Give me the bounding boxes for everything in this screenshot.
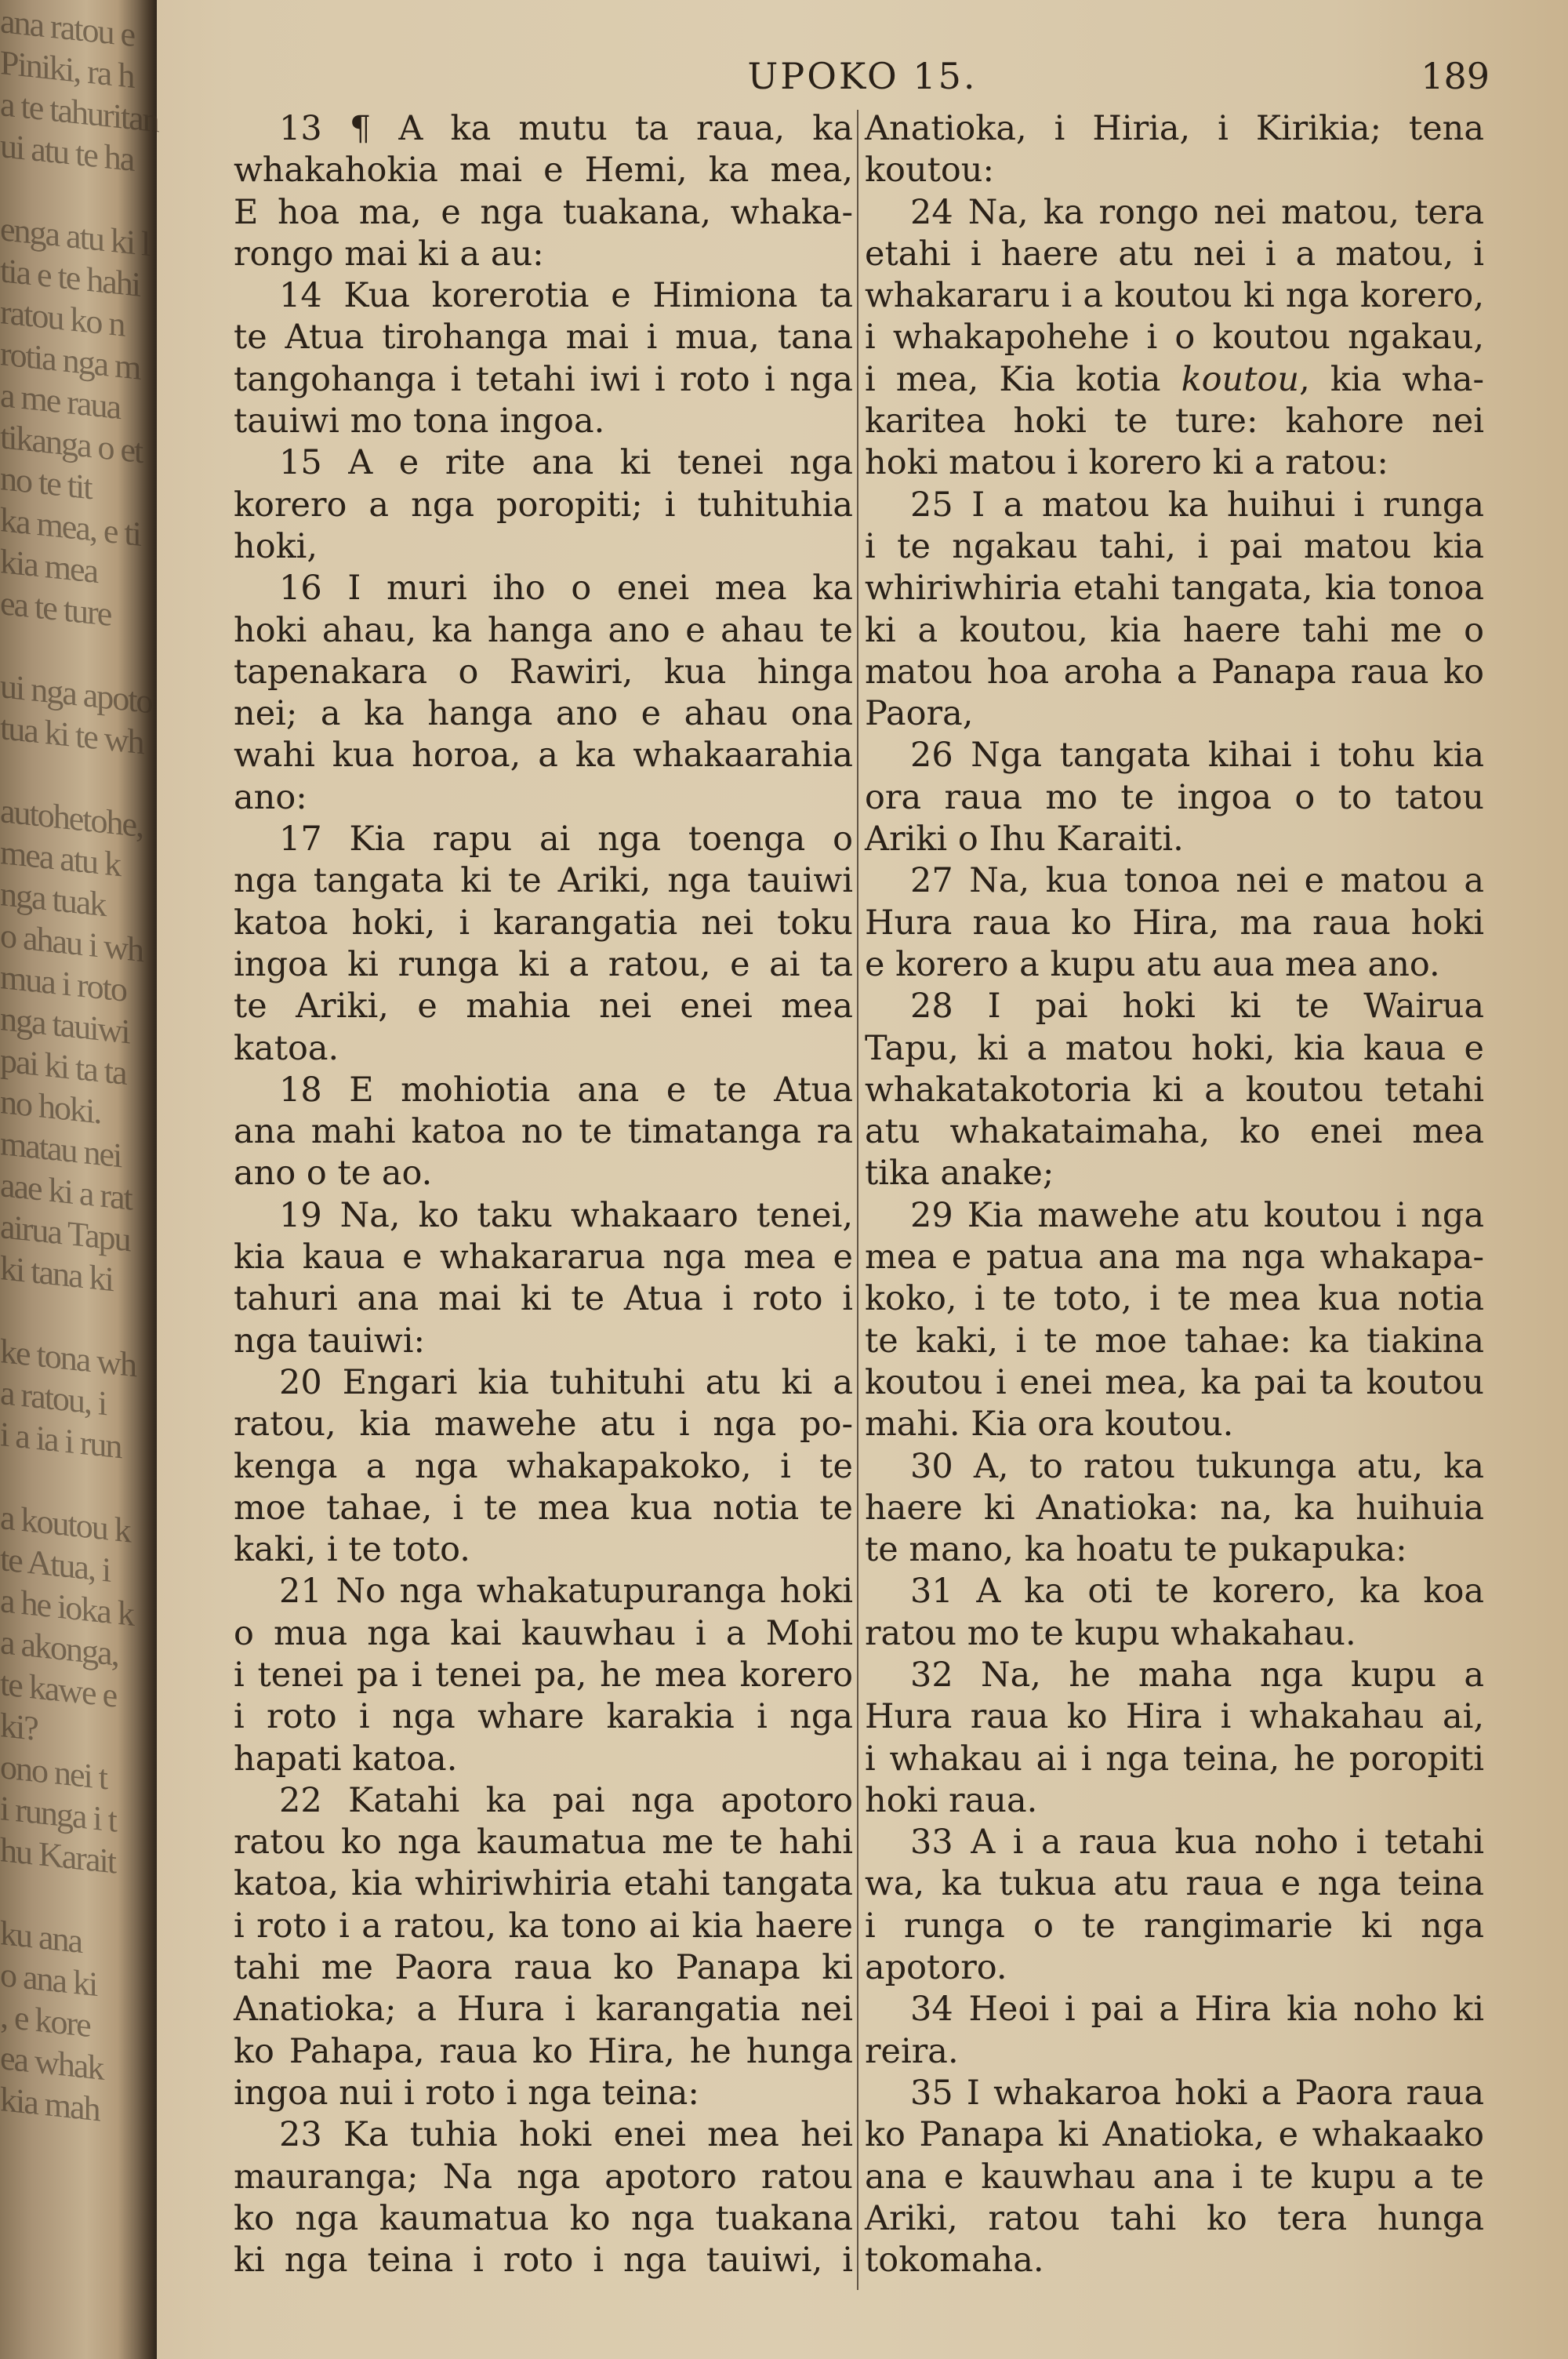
text-line-content: koutou i enei mea, ka pai ta koutou xyxy=(865,1362,1484,1402)
facing-page-fragment: a he ioka k xyxy=(0,1581,133,1634)
text-line-content: 22 Katahi ka pai nga apotoro xyxy=(279,1780,853,1820)
facing-page-fragment: tikanga o et xyxy=(0,417,143,471)
facing-page-fragment: te kawe e xyxy=(0,1664,117,1715)
facing-page-fragment: mea atu k xyxy=(0,833,121,885)
text-line-content: whiriwhiria etahi tangata, kia tonoa xyxy=(865,569,1484,609)
text-line xyxy=(234,652,853,693)
text-line xyxy=(865,1070,1484,1111)
text-line xyxy=(234,735,853,776)
text-line-content: tahuri ana mai ki te Atua i roto i xyxy=(234,1279,853,1319)
text-line-content: hoki raua. xyxy=(865,1780,1038,1820)
text-line xyxy=(234,568,853,609)
text-line-content: ko Pahapa, raua ko Hira, he hunga xyxy=(234,2031,853,2071)
text-line xyxy=(865,2157,1484,2198)
text-line xyxy=(234,693,853,735)
text-line-content: katoa. xyxy=(234,1028,339,1068)
text-line-content: tahi me Paora raua ko Panapa ki xyxy=(234,1948,853,1988)
text-line-content: 23 Ka tuhia hoki enei mea hei xyxy=(279,2115,853,2155)
facing-page-fragment: nga tuak xyxy=(0,874,106,925)
text-line xyxy=(865,2114,1484,2156)
facing-page-fragment: o ahau i wh xyxy=(0,916,143,970)
text-line-content: 26 Nga tangata kihai i tohu kia xyxy=(910,736,1484,776)
text-line xyxy=(865,485,1484,526)
text-line xyxy=(865,944,1484,986)
text-line-content: nei; a ka hanga ano e ahau ona xyxy=(234,694,853,734)
text-line xyxy=(865,2198,1484,2240)
text-line-content: 32 Na, he maha nga kupu a xyxy=(910,1655,1484,1695)
text-line-content: i roto i a ratou, ka tono ai kia haere xyxy=(234,1906,853,1946)
text-line xyxy=(865,568,1484,609)
text-line-content: tangohanga i tetahi iwi i roto i nga xyxy=(234,359,853,399)
text-line-content: 16 I muri iho o enei mea ka xyxy=(279,569,853,609)
text-line xyxy=(865,903,1484,944)
text-line-content: te mano, ka hoatu te pukapuka: xyxy=(865,1530,1407,1570)
right-text-column xyxy=(865,108,1484,2281)
text-line-content: i whakau ai i nga teina, he poropiti xyxy=(865,1739,1484,1779)
text-line xyxy=(234,860,853,902)
facing-page-fragment: mua i roto xyxy=(0,958,126,1009)
text-line-content: 14 Kua korerotia e Himiona ta xyxy=(279,276,853,316)
text-line xyxy=(865,192,1484,234)
text-line-content: Ariki o Ihu Karaiti. xyxy=(865,820,1184,860)
text-line-content: 31 A ka oti te korero, ka koa xyxy=(910,1572,1484,1612)
text-line-content: mauranga; Na nga apotoro ratou xyxy=(234,2157,853,2197)
running-head: UPOKO 15. xyxy=(747,55,978,97)
text-line-content: ratou mo te kupu whakahau. xyxy=(865,1613,1356,1653)
text-line xyxy=(865,1237,1484,1278)
text-line-content: tokomaha. xyxy=(865,2241,1044,2281)
text-line-content: katoa hoki, i karangatia nei toku xyxy=(234,903,853,943)
text-line-content: ana e kauwhau ana i te kupu a te xyxy=(865,2157,1484,2197)
text-line-content: whakatakotoria ki a koutou tetahi xyxy=(865,1070,1484,1110)
facing-page-fragment: tua ki te wh xyxy=(0,708,143,762)
facing-page-fragment: ratou ko n xyxy=(0,293,125,344)
page-header xyxy=(227,55,1497,102)
text-line xyxy=(234,1321,853,1362)
text-line xyxy=(865,1111,1484,1153)
text-line xyxy=(234,1655,853,1696)
text-line xyxy=(234,777,853,819)
text-line-content: o mua nga kai kauwhau i a Mohi xyxy=(234,1613,853,1653)
facing-page-fragment: hu Karait xyxy=(0,1830,115,1881)
text-line xyxy=(234,1237,853,1278)
text-line-content: apotoro. xyxy=(865,1948,1007,1988)
text-line xyxy=(234,944,853,986)
text-line-content: Hura raua ko Hira i whakahau ai, xyxy=(865,1697,1484,1737)
text-line-content: 25 I a matou ka huihui i runga xyxy=(910,485,1484,525)
facing-page-fragment: pai ki ta ta xyxy=(0,1041,126,1092)
text-line xyxy=(234,485,853,526)
text-line-content: 13 ¶ A ka mutu ta raua, ka xyxy=(279,109,853,148)
text-line-content: koko, i te toto, i te mea kua notia xyxy=(865,1279,1484,1319)
facing-page-text xyxy=(0,0,158,2359)
text-line xyxy=(234,150,853,191)
facing-page-fragment: ki? xyxy=(0,1706,38,1749)
text-line-content: Tapu, ki a matou hoki, kia kaua e xyxy=(865,1028,1484,1068)
text-line xyxy=(865,610,1484,652)
text-line-content: 34 Heoi i pai a Hira kia noho ki xyxy=(910,1990,1484,2030)
text-line xyxy=(865,1780,1484,1822)
text-line-content: mahi. Kia ora koutou. xyxy=(865,1405,1234,1445)
facing-page-fragment: ui nga apoto xyxy=(0,667,152,722)
text-line xyxy=(865,1989,1484,2030)
facing-page-fragment: a me raua xyxy=(0,376,120,427)
text-line xyxy=(865,108,1484,150)
text-line-content: Paora, xyxy=(865,694,974,734)
text-line xyxy=(865,777,1484,819)
text-line-content: haere ki Anatioka: na, ka huihuia xyxy=(865,1488,1484,1528)
facing-page-fragment: ke tona wh xyxy=(0,1332,136,1385)
text-line xyxy=(234,275,853,317)
text-line xyxy=(234,1739,853,1780)
text-line xyxy=(234,1529,853,1571)
text-line xyxy=(865,1947,1484,1989)
text-line xyxy=(865,1655,1484,1696)
text-line xyxy=(234,2198,853,2240)
text-line-content: whakararu i a koutou ki nga korero, xyxy=(865,276,1484,316)
text-line xyxy=(865,693,1484,735)
facing-page-fragment: a ratou, i xyxy=(0,1373,107,1423)
text-line xyxy=(234,1989,853,2030)
text-line xyxy=(234,819,853,860)
text-line-content: ano: xyxy=(234,777,307,817)
text-line-content: korero a nga poropiti; i tuhituhia xyxy=(234,485,853,525)
facing-page-edge xyxy=(0,0,157,2359)
text-line xyxy=(865,1404,1484,1445)
facing-page-fragment: kia mah xyxy=(0,2080,100,2129)
text-line-content: Anatioka; a Hura i karangatia nei xyxy=(234,1990,853,2030)
text-line-content: tapenakara o Rawiri, kua hinga xyxy=(234,652,853,692)
text-line xyxy=(234,1195,853,1237)
text-line xyxy=(234,903,853,944)
text-line-content: koutou: xyxy=(865,151,994,191)
text-line-content: ratou, kia mawehe atu i nga po- xyxy=(234,1405,853,1445)
text-line-content: te Ariki, e mahia nei enei mea xyxy=(234,987,853,1027)
facing-page-fragment: no te tit xyxy=(0,459,92,507)
facing-page-fragment: ui atu te ha xyxy=(0,126,134,179)
text-line xyxy=(865,1028,1484,1070)
text-line-content: 19 Na, ko taku whakaaro tenei, xyxy=(279,1195,853,1235)
text-line-content: i roto i nga whare karakia i nga xyxy=(234,1697,853,1737)
text-line-content: etahi i haere atu nei i a matou, i xyxy=(865,234,1484,274)
text-line-content: ingoa ki runga ki a ratou, e ai ta xyxy=(234,944,853,984)
facing-page-fragment: ana ratou e xyxy=(0,2,134,54)
facing-page-fragment: kia mea xyxy=(0,542,98,591)
text-line-content: i tenei pa i tenei pa, he mea korero xyxy=(234,1655,853,1695)
text-line-content: karitea hoki te ture: kahore nei xyxy=(865,402,1484,442)
text-line-content: hoki matou i korero ki a ratou: xyxy=(865,443,1388,483)
facing-page-fragment: rotia nga m xyxy=(0,334,140,387)
text-line xyxy=(234,1446,853,1488)
text-line-content: kenga a nga whakapakoko, i te xyxy=(234,1446,853,1486)
facing-page-fragment: a koutou k xyxy=(0,1498,130,1550)
text-line xyxy=(234,1822,853,1863)
text-line-content: ko Panapa ki Anatioka, e whakaako xyxy=(865,2115,1484,2155)
facing-page-fragment: a akonga, xyxy=(0,1623,118,1674)
facing-page-fragment: airua Tapu xyxy=(0,1207,130,1259)
text-line-content: 33 A i a raua kua noho i tetahi xyxy=(910,1823,1484,1863)
text-line xyxy=(865,1822,1484,1863)
text-line-content: atu whakataimaha, ko enei mea xyxy=(865,1112,1484,1152)
text-line xyxy=(234,2031,853,2073)
text-line-content: 15 A e rite ana ki tenei nga xyxy=(279,443,853,483)
text-line xyxy=(234,2240,853,2281)
facing-page-fragment: i runga i t xyxy=(0,1789,116,1840)
text-line-content: Anatioka, i Hiria, i Kirikia; tena xyxy=(865,109,1484,148)
text-line xyxy=(234,401,853,442)
text-line xyxy=(234,1780,853,1822)
text-line-content: ratou ko nga kaumatua me te hahi xyxy=(234,1823,853,1863)
text-line-content: 27 Na, kua tonoa nei e matou a xyxy=(910,861,1484,901)
text-line xyxy=(865,1906,1484,1947)
text-line-content: i mea, Kia kotia xyxy=(865,359,1181,399)
text-line xyxy=(865,359,1484,401)
text-line xyxy=(234,317,853,358)
text-line-content: 28 I pai hoki ki te Wairua xyxy=(910,987,1484,1027)
text-line-content: hapati katoa. xyxy=(234,1739,458,1779)
text-line-content: 24 Na, ka rongo nei matou, tera xyxy=(910,192,1484,232)
facing-page-fragment: enga atu ki l xyxy=(0,209,150,264)
text-line xyxy=(865,1863,1484,1905)
text-line-content: i runga o te rangimarie ki nga xyxy=(865,1906,1484,1946)
facing-page-fragment: Piniki, ra h xyxy=(0,43,134,96)
text-line-content: 30 A, to ratou tukunga atu, ka xyxy=(910,1446,1484,1486)
text-line xyxy=(865,652,1484,693)
text-line xyxy=(234,1696,853,1738)
text-line-content: hoki, xyxy=(234,526,318,566)
text-line-content: 20 Engari kia tuhituhi atu ki a xyxy=(279,1362,853,1402)
text-line xyxy=(234,1906,853,1947)
text-line-content: matou hoa aroha a Panapa raua ko xyxy=(865,652,1484,692)
text-line-content: ko nga kaumatua ko nga tuakana xyxy=(234,2198,853,2238)
text-line xyxy=(234,2157,853,2198)
facing-page-fragment: te Atua, i xyxy=(0,1539,111,1590)
facing-page-fragment: ku ana xyxy=(0,1914,82,1961)
text-line xyxy=(865,1446,1484,1488)
text-line-content: nga tauiwi: xyxy=(234,1321,425,1361)
text-line-content: ano o te ao. xyxy=(234,1154,433,1194)
facing-page-fragment: ki tana ki xyxy=(0,1249,113,1299)
facing-page-fragment: ono nei t xyxy=(0,1747,107,1797)
text-line xyxy=(234,986,853,1027)
text-line xyxy=(865,2031,1484,2073)
text-line xyxy=(865,2240,1484,2281)
text-line xyxy=(865,860,1484,902)
text-line-content: ingoa nui i roto i nga teina: xyxy=(234,2073,699,2113)
text-line-content: 21 No nga whakatupuranga hoki xyxy=(279,1572,853,1612)
facing-page-fragment: no hoki. xyxy=(0,1082,101,1132)
facing-page-fragment: ea whak xyxy=(0,2038,103,2088)
text-line xyxy=(234,442,853,484)
text-line xyxy=(865,1571,1484,1612)
text-line xyxy=(865,2073,1484,2114)
text-line-content: wa, ka tukua atu raua e nga teina xyxy=(865,1864,1484,1904)
text-line-content: mea e patua ana ma nga whakapa- xyxy=(865,1238,1484,1278)
text-line-content: te kaki, i te moe tahae: ka tiakina xyxy=(865,1321,1484,1361)
text-line xyxy=(865,317,1484,358)
text-line-content: 35 I whakaroa hoki a Paora raua xyxy=(910,2073,1484,2113)
text-line xyxy=(234,1070,853,1111)
text-line xyxy=(234,1278,853,1320)
text-line-content: 18 E mohiotia ana e te Atua xyxy=(279,1070,853,1110)
text-line-content: te Atua tirohanga mai i mua, tana xyxy=(234,318,853,358)
text-line xyxy=(865,1195,1484,1237)
text-line xyxy=(865,735,1484,776)
facing-page-fragment: o ana ki xyxy=(0,1955,97,2004)
text-line xyxy=(865,1529,1484,1571)
text-line-content: nga tangata ki te Ariki, nga tauiwi xyxy=(234,861,853,901)
text-line xyxy=(234,192,853,234)
text-line-content: wahi kua horoa, a ka whakaarahia xyxy=(234,736,853,776)
text-line xyxy=(865,442,1484,484)
facing-page-fragment: a te tahuritan xyxy=(0,85,158,140)
text-line xyxy=(234,1153,853,1194)
text-line-content: e korero a kupu atu aua mea ano. xyxy=(865,944,1440,984)
text-line xyxy=(234,1111,853,1153)
text-line xyxy=(234,108,853,150)
text-line xyxy=(865,1613,1484,1655)
text-line xyxy=(865,986,1484,1027)
text-line-content: i whakapohehe i o koutou ngakau, xyxy=(865,318,1484,358)
column-divider xyxy=(857,110,858,2290)
text-line-content: reira. xyxy=(865,2031,959,2071)
text-line xyxy=(234,1488,853,1529)
facing-page-fragment: matau nei xyxy=(0,1124,122,1176)
text-line-content: E hoa ma, e nga tuakana, whaka- xyxy=(234,192,853,232)
text-line xyxy=(234,1613,853,1655)
text-line-content: ki a koutou, kia haere tahi me o xyxy=(865,610,1484,650)
text-line-content: tauiwi mo tona ingoa. xyxy=(234,402,605,442)
facing-page-fragment: tia e te hahi xyxy=(0,251,140,304)
text-line xyxy=(234,2073,853,2114)
text-line xyxy=(234,1404,853,1445)
text-line xyxy=(865,150,1484,191)
text-line xyxy=(234,1947,853,1989)
text-line-content: rongo mai ki a au: xyxy=(234,234,544,274)
text-line xyxy=(234,1571,853,1612)
text-line-content: Hura raua ko Hira, ma raua hoki xyxy=(865,903,1484,943)
text-line-content: kia kaua e whakararua nga mea e xyxy=(234,1238,853,1278)
facing-page-fragment: ea te ture xyxy=(0,583,111,634)
italic-word: koutou xyxy=(1181,359,1300,399)
text-line xyxy=(234,610,853,652)
facing-page-fragment: i a ia i run xyxy=(0,1415,122,1467)
text-line xyxy=(865,1321,1484,1362)
text-line xyxy=(865,401,1484,442)
text-line-content: ana mahi katoa no te timatanga ra xyxy=(234,1112,853,1152)
text-line-content: i te ngakau tahi, i pai matou kia xyxy=(865,526,1484,566)
text-line xyxy=(865,234,1484,275)
text-line-content: kaki, i te toto. xyxy=(234,1530,470,1570)
text-line-content: moe tahae, i te mea kua notia te xyxy=(234,1488,853,1528)
text-line xyxy=(234,1863,853,1905)
text-line xyxy=(234,234,853,275)
text-line xyxy=(865,1278,1484,1320)
facing-page-fragment: aae ki a rat xyxy=(0,1165,132,1218)
text-line-content: hoki ahau, ka hanga ano e ahau te xyxy=(234,610,853,650)
text-line xyxy=(234,1362,853,1404)
text-line-content: katoa, kia whiriwhiria etahi tangata xyxy=(234,1864,853,1904)
text-line xyxy=(865,275,1484,317)
facing-page-fragment: nga tauiwi xyxy=(0,999,129,1052)
text-line xyxy=(234,526,853,568)
text-line xyxy=(234,2114,853,2156)
text-line xyxy=(865,1488,1484,1529)
facing-page-fragment: ka mea, e ti xyxy=(0,500,140,554)
text-line-content: 29 Kia mawehe atu koutou i nga xyxy=(910,1195,1484,1235)
page-number: 189 xyxy=(1421,55,1490,97)
text-line-content: ora raua mo te ingoa o to tatou xyxy=(865,777,1484,817)
text-line-content: ki nga teina i roto i nga tauiwi, i xyxy=(234,2241,853,2281)
text-line xyxy=(865,1153,1484,1194)
text-line xyxy=(234,1028,853,1070)
text-line xyxy=(865,526,1484,568)
text-line xyxy=(865,1696,1484,1738)
text-line xyxy=(865,819,1484,860)
text-line-content: Ariki, ratou tahi ko tera hunga xyxy=(865,2198,1484,2238)
text-line-tail: , kia wha- xyxy=(1299,359,1484,399)
text-line xyxy=(234,359,853,401)
facing-page-fragment: autohetohe, xyxy=(0,791,143,845)
text-line-content: tika anake; xyxy=(865,1154,1054,1194)
text-line-content: 17 Kia rapu ai nga toenga o xyxy=(279,820,853,860)
left-text-column xyxy=(234,108,853,2281)
text-line xyxy=(865,1362,1484,1404)
text-line xyxy=(865,1739,1484,1780)
facing-page-fragment: , e kore xyxy=(0,1997,90,2045)
text-line-content: whakahokia mai e Hemi, ka mea, xyxy=(234,151,853,191)
